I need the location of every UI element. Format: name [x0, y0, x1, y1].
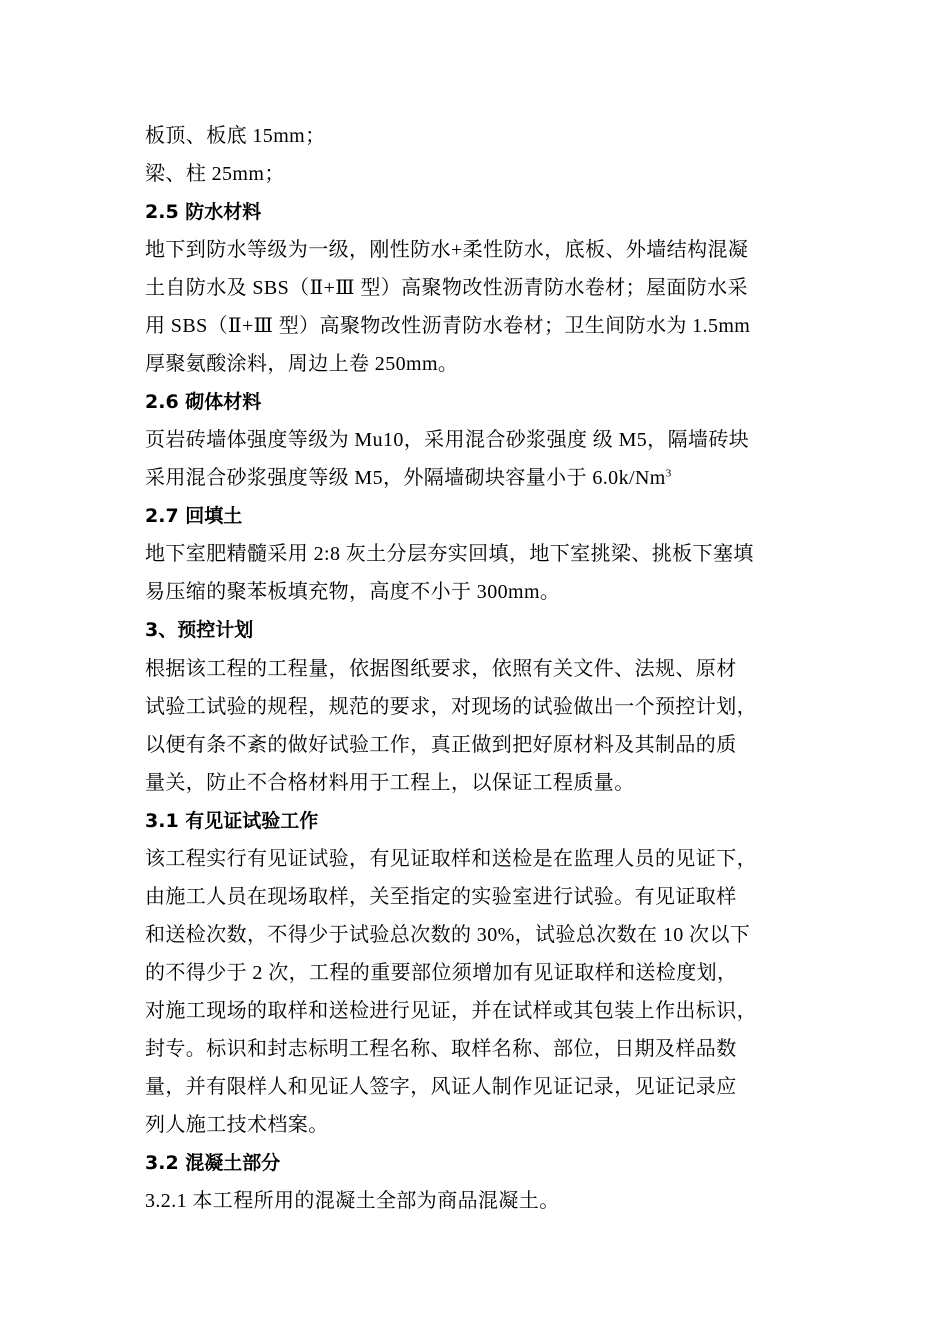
- body-line: 厚聚氨酸涂料，周边上卷 250mm。: [145, 353, 459, 375]
- body-line: 用 SBS（Ⅱ+Ⅲ 型）高聚物改性沥青防水卷材；卫生间防水为 1.5mm: [145, 315, 751, 337]
- body-line: 土自防水及 SBS（Ⅱ+Ⅲ 型）高聚物改性沥青防水卷材；屋面防水采: [145, 277, 748, 299]
- section-heading: 2.5 防水材料: [145, 201, 262, 223]
- body-line: 试验工试验的规程，规范的要求，对现场的试验做出一个预控计划，: [145, 696, 757, 718]
- body-line: 量，并有限样人和见证人签字，风证人制作见证记录，见证记录应: [145, 1076, 737, 1098]
- body-line: 地下到防水等级为一级，刚性防水+柔性防水，底板、外墙结构混凝: [145, 239, 749, 261]
- section-heading: 2.6 砌体材料: [145, 391, 262, 413]
- body-line: 和送检次数，不得少于试验总次数的 30%，试验总次数在 10 次以下: [145, 924, 751, 946]
- body-line: 易压缩的聚苯板填充物，高度不小于 300mm。: [145, 581, 561, 603]
- section-heading: 3、预控计划: [145, 619, 254, 641]
- body-line: 根据该工程的工程量，依据图纸要求，依照有关文件、法规、原材: [145, 658, 737, 680]
- body-line: [145, 466, 672, 490]
- body-line: 列人施工技术档案。: [145, 1114, 329, 1136]
- body-line: 封专。标识和封志标明工程名称、取样名称、部位，日期及样品数: [145, 1038, 737, 1060]
- body-line: 以便有条不紊的做好试验工作，真正做到把好原材料及其制品的质: [145, 734, 737, 756]
- body-line: 的不得少于 2 次，工程的重要部位须增加有见证取样和送检度划，: [145, 962, 738, 984]
- section-heading: 3.2 混凝土部分: [145, 1152, 281, 1174]
- body-line: 该工程实行有见证试验，有见证取样和送检是在监理人员的见证下，: [145, 848, 757, 870]
- section-heading: 3.1 有见证试验工作: [145, 810, 319, 832]
- body-line: 页岩砖墙体强度等级为 Mu10，采用混合砂浆强度 级 M5，隔墙砖块: [145, 429, 750, 451]
- body-line: 地下室肥精髓采用 2:8 灰土分层夯实回填，地下室挑梁、挑板下塞填: [145, 543, 754, 565]
- body-line: 量关，防止不合格材料用于工程上，以保证工程质量。: [145, 772, 635, 794]
- body-line-text: 采用混合砂浆强度等级 M5，外隔墙砌块容量小于 6.0k/Nm: [145, 467, 666, 489]
- body-line: 板顶、板底 15mm；: [145, 125, 326, 147]
- body-line: 3.2.1 本工程所用的混凝土全部为商品混凝土。: [145, 1190, 560, 1212]
- body-line: 梁、柱 25mm；: [145, 163, 285, 185]
- body-line: 对施工现场的取样和送检进行见证，并在试样或其包装上作出标识，: [145, 1000, 757, 1022]
- superscript-three: 3: [665, 467, 672, 480]
- body-line: 由施工人员在现场取样，关至指定的实验室进行试验。有见证取样: [145, 886, 737, 908]
- section-heading: 2.7 回填土: [145, 505, 243, 527]
